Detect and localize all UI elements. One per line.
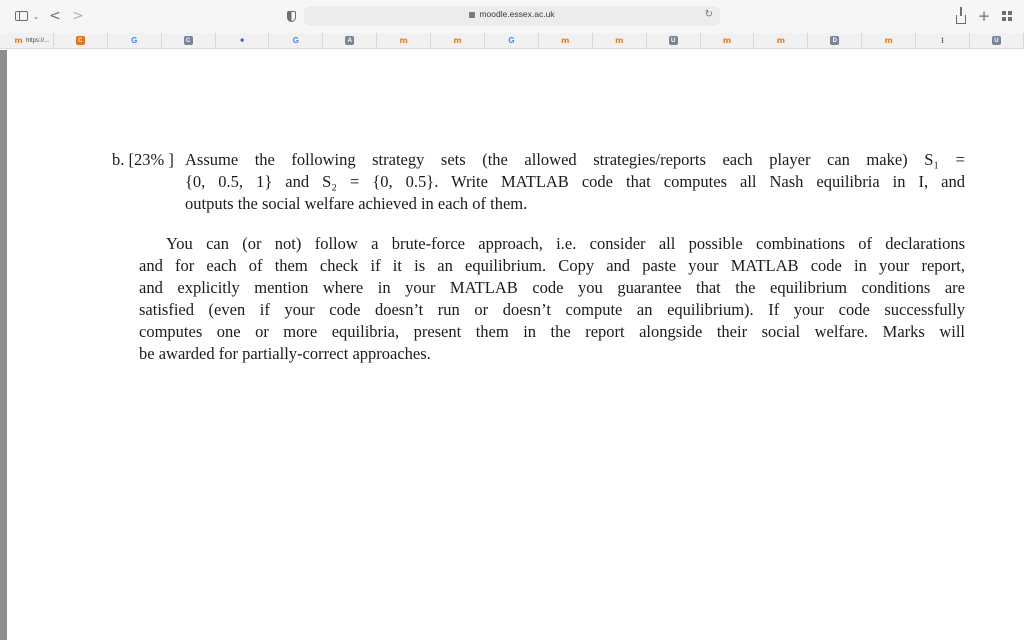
moodle-icon: m <box>453 35 462 45</box>
chevron-down-icon[interactable]: ⌄ <box>32 11 40 21</box>
tab-overview-icon[interactable] <box>1000 6 1014 26</box>
microsoft-icon: ■ <box>240 37 244 44</box>
bookmark-item[interactable] <box>54 33 108 48</box>
bookmark-item[interactable] <box>0 33 54 48</box>
u-box-icon: U <box>669 36 678 45</box>
question-line: {0, 0.5, 1} and S₂ = {0, 0.5}. Write MATLAB code that computes all Nash equilibria in I, and <box>185 172 965 191</box>
paragraph-line: You can (or not) follow a brute-force approach, i.e. consider all possible combinations of declarations <box>166 234 965 253</box>
paragraph-line: and explicitly mention where in your MATLAB code you guarantee that the equilibrium conditions are <box>139 278 965 297</box>
c-box-icon: C <box>184 36 193 45</box>
question-line: Assume the following strategy sets (the allowed strategies/reports each player can make) S₁ = <box>185 150 965 169</box>
question-label: b. [23% ] <box>112 150 174 169</box>
page-content <box>0 50 1024 640</box>
moodle-icon: m <box>399 35 408 45</box>
paragraph-line: be awarded for partially-correct approaches. <box>139 344 431 363</box>
paragraph-line: computes one or more equilibria, present them in the report alongside their social welfare. Marks will <box>139 322 965 341</box>
bookmark-item[interactable] <box>593 33 647 48</box>
bookmark-item[interactable] <box>862 33 916 48</box>
moodle-icon: m <box>14 35 23 45</box>
moodle-icon: m <box>561 35 570 45</box>
bookmark-item[interactable] <box>647 33 701 48</box>
bookmark-item[interactable] <box>701 33 755 48</box>
moodle-icon: m <box>884 35 893 45</box>
google-icon: G <box>131 35 138 45</box>
url-text: moodle.essex.ac.uk <box>479 9 555 19</box>
reload-icon[interactable]: ↻ <box>704 9 713 20</box>
bookmark-item[interactable] <box>539 33 593 48</box>
bookmark-item[interactable] <box>431 33 485 48</box>
moodle-icon: m <box>722 35 732 45</box>
browser-toolbar <box>0 0 1024 33</box>
bookmark-item[interactable] <box>108 33 162 48</box>
share-icon[interactable] <box>953 6 969 26</box>
moodle-icon: m <box>615 35 624 45</box>
lock-icon <box>469 12 475 18</box>
bookmark-label: https://... <box>26 37 50 44</box>
sidebar-toggle-icon[interactable] <box>12 6 30 26</box>
moodle-icon: m <box>776 35 786 45</box>
paragraph-line: and for each of them check if it is an equilibrium. Copy and paste your MATLAB code in your report, <box>139 256 965 275</box>
bookmark-item[interactable] <box>754 33 808 48</box>
google-icon: G <box>292 35 299 45</box>
forward-button[interactable]: > <box>72 8 84 24</box>
bookmark-item[interactable] <box>216 33 270 48</box>
bookmark-item[interactable] <box>970 33 1024 48</box>
google-icon: G <box>508 35 515 45</box>
privacy-shield-icon[interactable] <box>284 6 298 26</box>
back-button[interactable]: < <box>49 8 61 24</box>
c-favicon: C <box>76 36 85 45</box>
bookmark-item[interactable] <box>485 33 539 48</box>
u-box-icon: U <box>992 36 1001 45</box>
bookmark-item[interactable] <box>323 33 377 48</box>
address-bar[interactable] <box>304 6 720 26</box>
url-display[interactable] <box>304 9 720 19</box>
bookmarks-bar <box>0 33 1024 49</box>
paragraph-line: satisfied (even if your code doesn’t run or doesn’t compute an equilibrium). If your code successfully <box>139 300 965 319</box>
question-line: outputs the social welfare achieved in each of them. <box>185 194 528 213</box>
d-box-icon: D <box>830 36 839 45</box>
bookmark-item[interactable] <box>377 33 431 48</box>
dots-icon: ⁝ <box>941 35 944 45</box>
new-tab-button[interactable]: + <box>977 7 991 25</box>
bookmark-item[interactable] <box>269 33 323 48</box>
a-box-icon: A <box>345 36 354 45</box>
bookmark-item[interactable] <box>916 33 970 48</box>
bookmark-item[interactable] <box>162 33 216 48</box>
bookmark-item[interactable] <box>808 33 862 48</box>
